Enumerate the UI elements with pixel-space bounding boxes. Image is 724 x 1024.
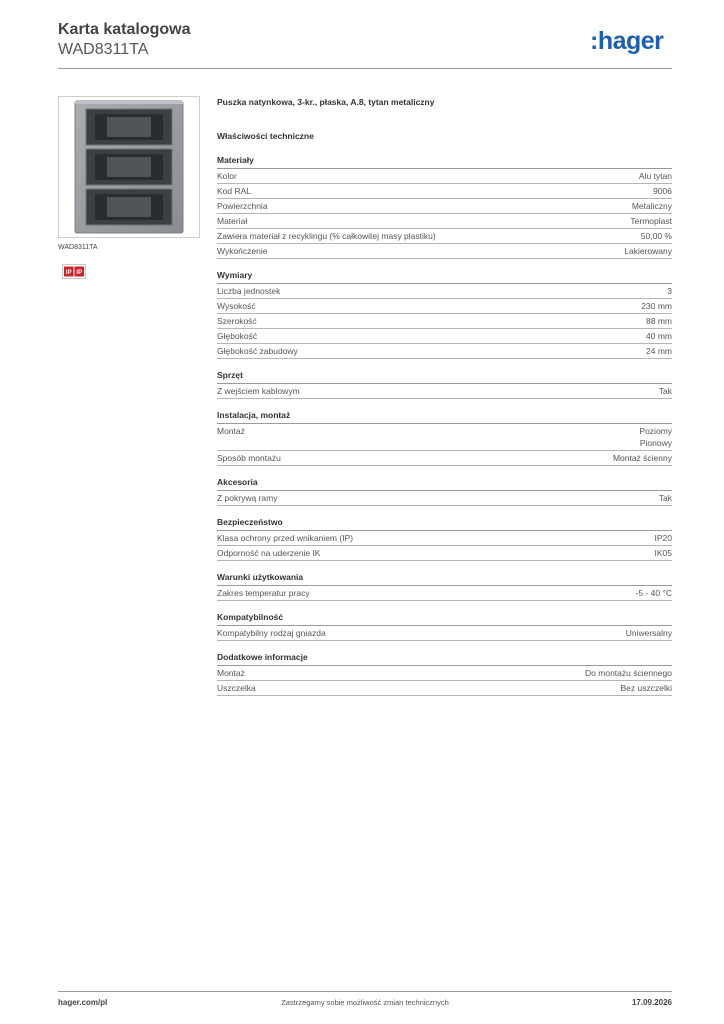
spec-label: Kolor xyxy=(217,171,237,181)
mounting-cavity-3 xyxy=(86,189,172,225)
product-description: Puszka natynkowa, 3-kr., płaska, A.8, tytan metaliczny xyxy=(217,97,435,107)
badge-text-right: IP xyxy=(76,270,83,276)
spec-label: Materiał xyxy=(217,216,248,226)
spec-section xyxy=(217,154,672,259)
spec-value: 40 mm xyxy=(646,331,672,341)
footer-disclaimer: Zastrzegamy sobie możliwość zmian technicznych xyxy=(281,998,449,1007)
spec-row xyxy=(217,344,672,359)
spec-section xyxy=(217,409,672,466)
spec-row xyxy=(217,424,672,451)
spec-row xyxy=(217,244,672,259)
badge-text-left: IP xyxy=(65,270,72,276)
spec-value: 50,00 % xyxy=(640,231,672,241)
spec-row xyxy=(217,184,672,199)
spec-value: IP20 xyxy=(654,533,672,543)
spec-row xyxy=(217,666,672,681)
spec-row xyxy=(217,169,672,184)
product-specification xyxy=(217,96,672,696)
document-title: Karta katalogowa xyxy=(58,21,191,38)
section-title: Dodatkowe informacje xyxy=(217,651,672,666)
surface-box-3-gang-image xyxy=(59,97,199,237)
spec-row xyxy=(217,284,672,299)
section-title: Warunki użytkowania xyxy=(217,571,672,586)
spec-value: Tak xyxy=(658,386,672,396)
section-title: Instalacja, montaż xyxy=(217,409,672,424)
spec-label: Sposób montażu xyxy=(217,453,281,463)
spec-value: Uniwersalny xyxy=(625,628,672,638)
spec-sections xyxy=(217,154,672,696)
spec-value: Metaliczny xyxy=(631,201,672,211)
spec-value: Bez uszczelki xyxy=(620,683,672,693)
page-footer xyxy=(58,998,672,1010)
spec-value: 230 mm xyxy=(641,301,672,311)
mounting-cavity-2 xyxy=(86,149,172,185)
spec-row xyxy=(217,546,672,561)
spec-row xyxy=(217,586,672,601)
spec-label: Kod RAL xyxy=(217,186,252,196)
spec-label: Montaż xyxy=(217,426,245,436)
spec-label: Zawiera materiał z recyklingu (% całkowitej masy plastiku) xyxy=(217,231,436,241)
spec-label: Z pokrywą ramy xyxy=(217,493,278,503)
product-photo xyxy=(58,96,200,238)
spec-row xyxy=(217,229,672,244)
spec-row xyxy=(217,384,672,399)
spec-label: Wykończenie xyxy=(217,246,268,256)
product-code: WAD8311TA xyxy=(58,41,149,58)
spec-value: IK05 xyxy=(654,548,672,558)
logo-text: :hager xyxy=(590,27,664,55)
spec-value: Montaż ścienny xyxy=(612,453,672,463)
hager-logo xyxy=(590,26,682,56)
section-title: Akcesoria xyxy=(217,476,672,491)
spec-label: Uszczelka xyxy=(217,683,256,693)
spec-label: Liczba jednostek xyxy=(217,286,281,296)
footer-date: 17.09.2026 xyxy=(631,998,672,1007)
spec-value: 88 mm xyxy=(646,316,672,326)
section-title: Bezpieczeństwo xyxy=(217,516,672,531)
spec-label: Głębokość zabudowy xyxy=(217,346,298,356)
spec-label: Montaż xyxy=(217,668,245,678)
spec-label: Klasa ochrony przed wnikaniem (IP) xyxy=(217,533,354,543)
spec-row xyxy=(217,329,672,344)
spec-row xyxy=(217,626,672,641)
spec-row xyxy=(217,214,672,229)
spec-value: Poziomy Pionowy xyxy=(639,426,672,448)
spec-section xyxy=(217,476,672,506)
spec-value: 24 mm xyxy=(646,346,672,356)
spec-section xyxy=(217,516,672,561)
spec-row xyxy=(217,451,672,466)
spec-value: Alu tytan xyxy=(638,171,672,181)
ip-rating-badge xyxy=(62,264,86,279)
spec-row xyxy=(217,199,672,214)
spec-section xyxy=(217,269,672,359)
footer-divider xyxy=(58,991,672,992)
spec-label: Z wejściem kablowym xyxy=(217,386,300,396)
technical-properties-heading: Właściwości techniczne xyxy=(217,131,314,141)
mounting-cavity-1 xyxy=(86,109,172,145)
spec-label: Kompatybilny rodzaj gniazda xyxy=(217,628,326,638)
spec-row xyxy=(217,531,672,546)
header-divider xyxy=(58,68,672,69)
spec-section xyxy=(217,611,672,641)
spec-label: Szerokość xyxy=(217,316,257,326)
footer-website-link[interactable]: hager.com/pl xyxy=(58,998,108,1007)
spec-label: Odporność na uderzenie IK xyxy=(217,548,321,558)
spec-value: Do montażu ściennego xyxy=(585,668,672,678)
spec-value: Tak xyxy=(658,493,672,503)
section-title: Kompatybilność xyxy=(217,611,672,626)
spec-section xyxy=(217,369,672,399)
section-title: Wymiary xyxy=(217,269,672,284)
spec-value: Lakierowany xyxy=(624,246,672,256)
spec-label: Wysokość xyxy=(217,301,256,311)
spec-value: Termoplast xyxy=(630,216,672,226)
spec-section xyxy=(217,651,672,696)
section-title: Materiały xyxy=(217,154,672,169)
spec-row xyxy=(217,299,672,314)
section-title: Sprzęt xyxy=(217,369,672,384)
spec-row xyxy=(217,681,672,696)
spec-value: 9006 xyxy=(653,186,672,196)
spec-label: Zakres temperatur pracy xyxy=(217,588,310,598)
spec-row xyxy=(217,314,672,329)
spec-value: 3 xyxy=(667,286,672,296)
document-header xyxy=(58,20,190,59)
image-caption: WAD8311TA xyxy=(58,244,98,251)
spec-section xyxy=(217,571,672,601)
spec-row xyxy=(217,491,672,506)
spec-value: -5 - 40 °C xyxy=(635,588,672,598)
spec-label: Powierzchnia xyxy=(217,201,268,211)
spec-label: Głębokość xyxy=(217,331,258,341)
